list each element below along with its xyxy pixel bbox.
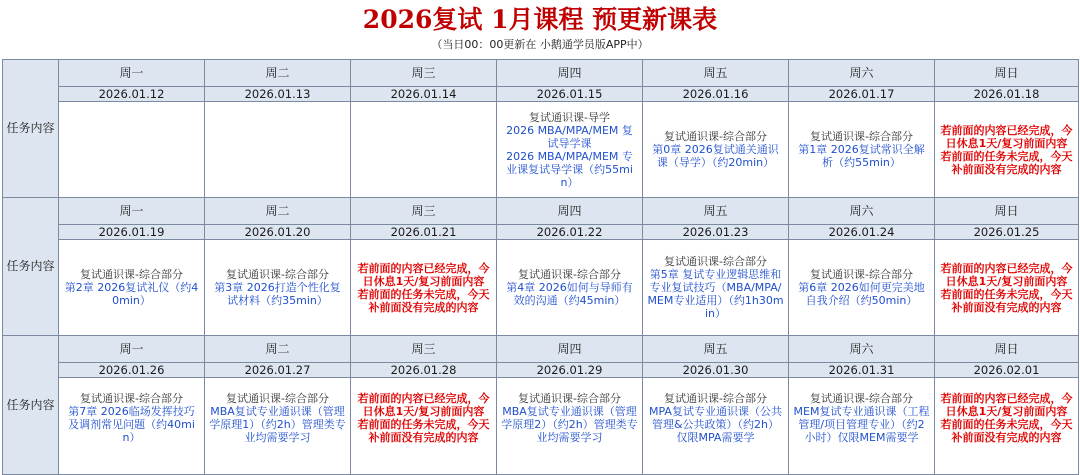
task-content	[59, 378, 204, 444]
weekday-cell: 周六	[789, 336, 935, 363]
task-content	[351, 378, 496, 444]
schedule-table	[2, 59, 1079, 475]
task-cell	[205, 378, 351, 475]
weekday-row	[3, 60, 1079, 87]
task-content	[351, 262, 496, 314]
task-category: 复试通识课-综合部分	[810, 130, 913, 143]
weekday-cell: 周二	[205, 336, 351, 363]
task-lesson: 2026 MBA/MPA/MEM 复试导学课 2026 MBA/MPA/MEM 专业课复试导学课（约55min）	[506, 123, 633, 189]
task-cell	[789, 102, 935, 198]
date-cell: 2026.01.24	[789, 225, 935, 240]
row-label: 任务内容	[3, 60, 59, 198]
date-cell: 2026.01.14	[351, 87, 497, 102]
date-cell: 2026.01.17	[789, 87, 935, 102]
page-title: 2026复试 1月课程 预更新课表	[362, 5, 718, 34]
page-subtitle: （当日00：00更新在 小鹅通学员版APP中）	[431, 38, 649, 51]
task-row	[3, 378, 1079, 475]
task-cell	[497, 240, 643, 336]
task-lesson: MPA复试专业通识课（公共管理&公共政策）（约2h）仅限MPA需要学	[649, 405, 782, 444]
task-lesson: MBA复试专业通识课（管理学原理1）（约2h）管理类专业均需要学习	[209, 405, 346, 444]
date-cell: 2026.01.19	[59, 225, 205, 240]
date-cell: 2026.02.01	[935, 363, 1079, 378]
task-cell	[643, 378, 789, 475]
date-cell: 2026.01.21	[351, 225, 497, 240]
task-content	[935, 378, 1078, 444]
task-lesson: 第6章 2026如何更完美地自我介绍（约50min）	[798, 281, 925, 307]
task-cell	[497, 102, 643, 198]
weekday-cell: 周二	[205, 198, 351, 225]
task-content	[935, 262, 1078, 314]
task-cell	[935, 240, 1079, 336]
task-category: 复试通识课-综合部分	[518, 392, 621, 405]
task-category: 复试通识课-综合部分	[80, 392, 183, 405]
task-rest-note: 若前面的内容已经完成，今日休息1天/复习前面内容 若前面的任务未完成，今天补前面没有完成的内容	[357, 392, 490, 444]
task-category: 复试通识课-综合部分	[518, 268, 621, 281]
task-cell	[205, 240, 351, 336]
task-content	[643, 130, 788, 169]
weekday-cell: 周五	[643, 336, 789, 363]
task-lesson: 第4章 2026如何与导师有效的沟通（约45min）	[506, 281, 633, 307]
date-cell: 2026.01.18	[935, 87, 1079, 102]
task-content	[789, 268, 934, 307]
task-category: 复试通识课-导学	[529, 110, 610, 124]
task-cell	[59, 102, 205, 198]
task-lesson: 第7章 2026临场发挥技巧及调剂常见问题（约40min）	[68, 405, 195, 444]
task-category: 复试通识课-综合部分	[80, 268, 183, 281]
task-content	[643, 378, 788, 444]
task-content	[59, 268, 204, 307]
task-row	[3, 102, 1079, 198]
weekday-cell: 周三	[351, 336, 497, 363]
task-rest-note: 若前面的内容已经完成，今日休息1天/复习前面内容 若前面的任务未完成，今天补前面没有完成的内容	[940, 392, 1073, 444]
task-content	[497, 111, 642, 189]
weekday-cell: 周六	[789, 198, 935, 225]
row-label: 任务内容	[3, 198, 59, 336]
task-content	[497, 268, 642, 307]
task-cell	[59, 378, 205, 475]
task-lesson: 第2章 2026复试礼仪（约40min）	[64, 281, 199, 307]
weekday-cell: 周三	[351, 60, 497, 87]
task-lesson: MBA复试专业通识课（管理学原理2）（约2h）管理类专业均需要学习	[501, 405, 638, 444]
task-category: 复试通识课-综合部分	[810, 268, 913, 281]
task-content	[205, 378, 350, 444]
task-lesson: 第0章 2026复试通关通识课（导学）（约20min）	[652, 143, 779, 169]
task-cell	[351, 102, 497, 198]
date-cell: 2026.01.20	[205, 225, 351, 240]
task-category: 复试通识课-综合部分	[664, 130, 767, 143]
date-cell: 2026.01.28	[351, 363, 497, 378]
task-category: 复试通识课-综合部分	[226, 268, 329, 281]
task-category: 复试通识课-综合部分	[810, 392, 913, 405]
date-cell: 2026.01.30	[643, 363, 789, 378]
row-label: 任务内容	[3, 336, 59, 475]
task-cell	[935, 378, 1079, 475]
date-cell: 2026.01.25	[935, 225, 1079, 240]
task-rest-note: 若前面的内容已经完成，今日休息1天/复习前面内容 若前面的任务未完成，今天补前面没有完成的内容	[940, 261, 1073, 314]
task-cell	[643, 102, 789, 198]
weekday-cell: 周五	[643, 198, 789, 225]
date-cell: 2026.01.12	[59, 87, 205, 102]
date-cell: 2026.01.15	[497, 87, 643, 102]
task-rest-note: 若前面的内容已经完成，今日休息1天/复习前面内容 若前面的任务未完成，今天补前面没有完成的内容	[940, 123, 1073, 176]
date-cell: 2026.01.22	[497, 225, 643, 240]
task-category: 复试通识课-综合部分	[226, 392, 329, 405]
date-cell: 2026.01.29	[497, 363, 643, 378]
task-lesson: 第3章 2026打造个性化复试材料（约35min）	[214, 281, 341, 307]
date-cell: 2026.01.13	[205, 87, 351, 102]
date-row	[3, 363, 1079, 378]
task-cell	[59, 240, 205, 336]
weekday-cell: 周四	[497, 198, 643, 225]
task-category: 复试通识课-综合部分	[664, 255, 767, 268]
task-content	[205, 268, 350, 307]
weekday-cell: 周四	[497, 60, 643, 87]
weekday-cell: 周六	[789, 60, 935, 87]
task-cell	[643, 240, 789, 336]
date-row	[3, 225, 1079, 240]
weekday-cell: 周三	[351, 198, 497, 225]
task-cell	[351, 240, 497, 336]
task-lesson: MEM复试专业通识课（工程管理/项目管理专业）（约2小时）仅限MEM需要学	[793, 405, 930, 444]
weekday-cell: 周五	[643, 60, 789, 87]
weekday-cell: 周二	[205, 60, 351, 87]
task-content	[643, 255, 788, 320]
task-content	[935, 124, 1078, 176]
weekday-cell: 周日	[935, 198, 1079, 225]
task-row	[3, 240, 1079, 336]
task-category: 复试通识课-综合部分	[664, 392, 767, 405]
task-cell	[205, 102, 351, 198]
weekday-cell: 周日	[935, 336, 1079, 363]
weekday-cell: 周日	[935, 60, 1079, 87]
task-rest-note: 若前面的内容已经完成，今日休息1天/复习前面内容 若前面的任务未完成，今天补前面没有完成的内容	[357, 261, 490, 314]
date-row	[3, 87, 1079, 102]
date-cell: 2026.01.23	[643, 225, 789, 240]
task-lesson: 第1章 2026复试常识全解析（约55min）	[798, 143, 925, 169]
date-cell: 2026.01.16	[643, 87, 789, 102]
task-content	[789, 130, 934, 169]
weekday-cell: 周一	[59, 60, 205, 87]
task-cell	[497, 378, 643, 475]
task-cell	[789, 240, 935, 336]
task-content	[789, 378, 934, 444]
date-cell: 2026.01.27	[205, 363, 351, 378]
weekday-cell: 周一	[59, 198, 205, 225]
task-cell	[935, 102, 1079, 198]
weekday-cell: 周四	[497, 336, 643, 363]
task-lesson: 第5章 复试专业逻辑思维和专业复试技巧（MBA/MPA/MEM专业适用）（约1h30min）	[647, 268, 784, 320]
date-cell: 2026.01.26	[59, 363, 205, 378]
task-cell	[351, 378, 497, 475]
task-content	[497, 378, 642, 444]
weekday-cell: 周一	[59, 336, 205, 363]
task-cell	[789, 378, 935, 475]
weekday-row	[3, 336, 1079, 363]
date-cell: 2026.01.31	[789, 363, 935, 378]
weekday-row	[3, 198, 1079, 225]
